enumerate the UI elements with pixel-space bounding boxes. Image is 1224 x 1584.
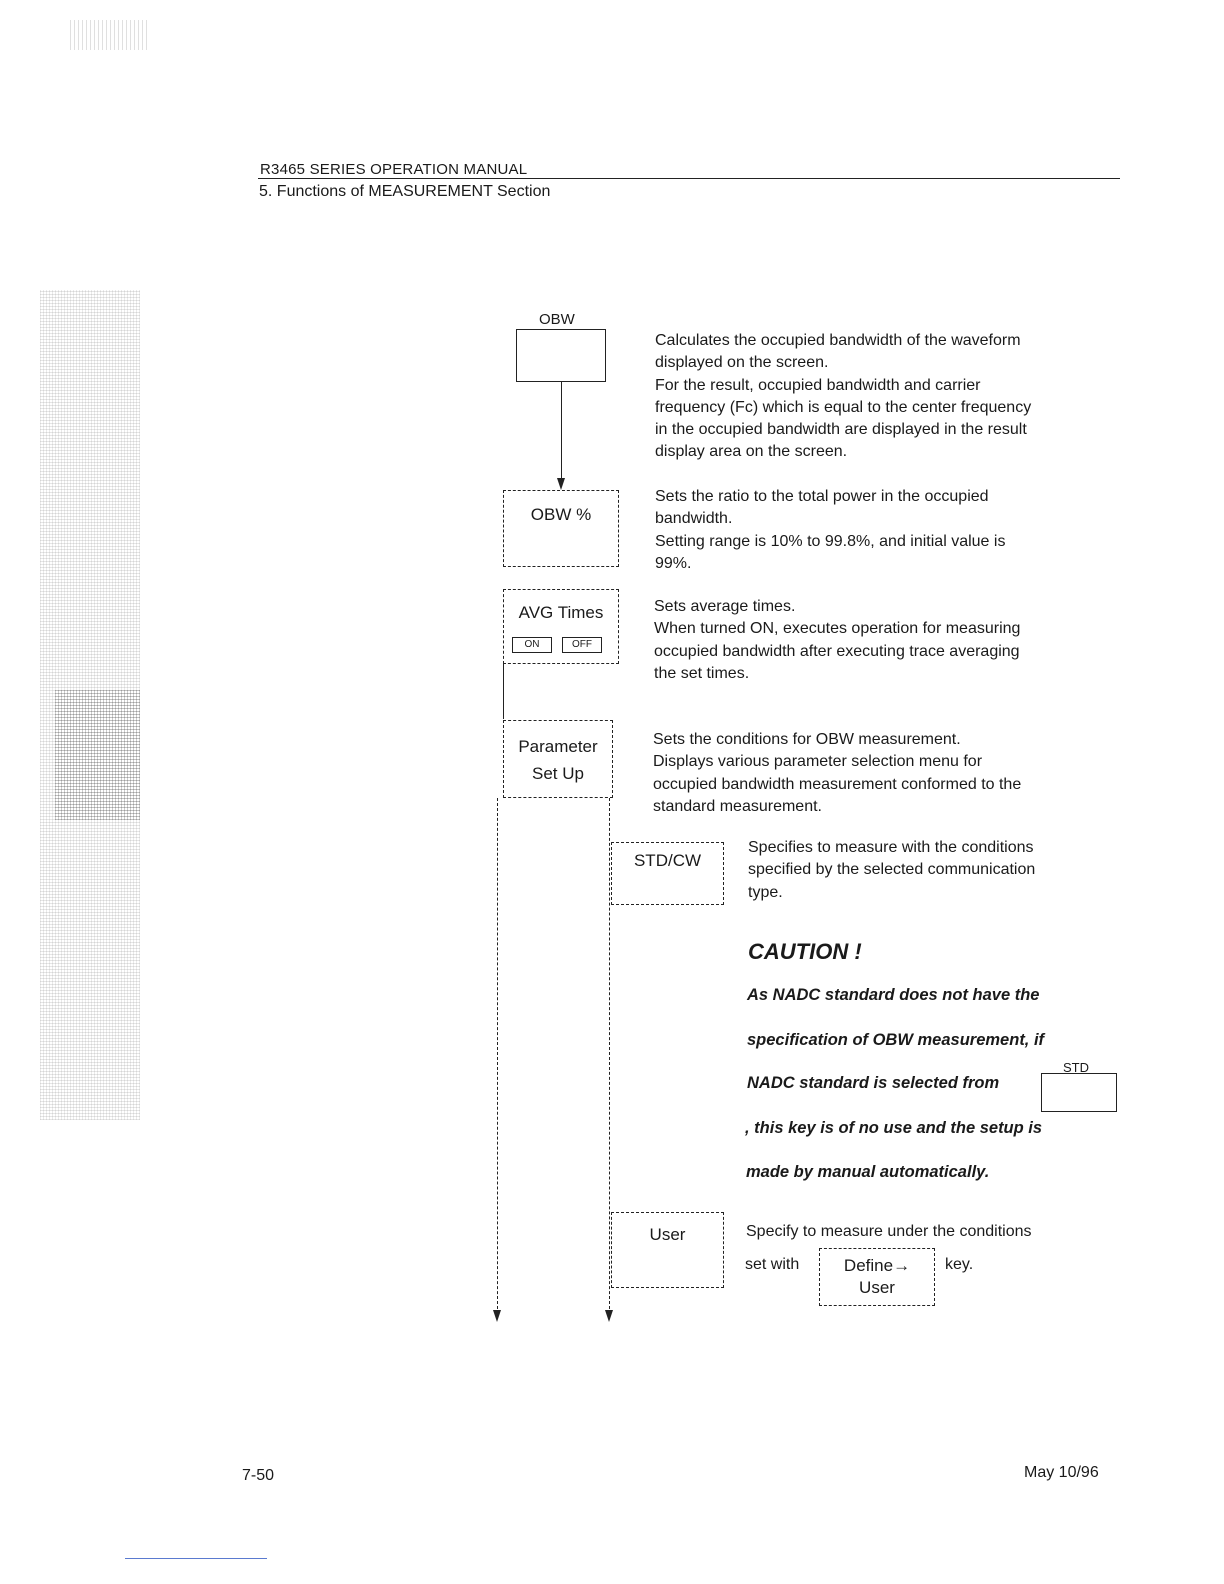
obw-key[interactable]: [516, 329, 606, 382]
manual-title: R3465 SERIES OPERATION MANUAL: [260, 161, 528, 178]
header-rule: [258, 178, 1120, 179]
obw-percent-description: Sets the ratio to the total power in the occupied bandwidth. Setting range is 10% to 99.8%, and initial value is 99%.: [655, 488, 1006, 572]
obw-percent-softkey[interactable]: [503, 490, 619, 567]
parameter-setup-label: Parameter Set Up: [518, 737, 598, 783]
obw-description: Calculates the occupied bandwidth of the waveform displayed on the screen. For the result, occupied bandwidth and carrier frequency (Fc) which is equal to the center frequency in the occupied bandwidth are displayed in the result display area on the screen.: [655, 332, 1032, 461]
parameter-setup-description: Sets the conditions for OBW measurement. Displays various parameter selection menu for occupied bandwidth measurement conformed to the standard measurement.: [653, 731, 1022, 815]
section-title: 5. Functions of MEASUREMENT Section: [259, 183, 551, 200]
user-softkey[interactable]: [611, 1212, 724, 1288]
caution-line-1: As NADC standard does not have the: [747, 986, 1040, 1004]
submenu-tree-line: [609, 798, 610, 1314]
avg-times-description: Sets average times. When turned ON, executes operation for measuring occupied bandwidth after executing trace averaging the set times.: [654, 598, 1021, 682]
caution-title: CAUTION !: [748, 939, 862, 964]
user-label: User: [649, 1225, 686, 1244]
left-tree-line: [497, 798, 498, 1314]
caution-line-3: NADC standard is selected from: [747, 1074, 1000, 1092]
user-description-line1: Specify to measure under the conditions: [746, 1223, 1032, 1240]
define-user-key[interactable]: [819, 1248, 935, 1306]
avg-off-button[interactable]: OFF: [562, 637, 602, 653]
avg-times-label: AVG Times: [518, 603, 604, 622]
caution-line-4: , this key is of no use and the setup is: [745, 1119, 1043, 1137]
parameter-setup-softkey[interactable]: [503, 720, 613, 798]
obw-key-label: OBW: [539, 311, 575, 328]
std-key-label: STD: [1063, 1060, 1089, 1075]
arrow-down-icon: [557, 478, 565, 490]
arrow-down-icon: [493, 1310, 501, 1322]
scan-edge-line: [125, 1558, 267, 1559]
avg-on-button[interactable]: ON: [512, 637, 552, 653]
obw-connector-line: [561, 381, 562, 481]
user-description-suffix: key.: [945, 1256, 974, 1273]
caution-line-5: made by manual automatically.: [746, 1163, 990, 1181]
scan-artifact-strip-dark: [55, 690, 140, 820]
revision-date: May 10/96: [1024, 1464, 1099, 1481]
arrow-down-icon: [605, 1310, 613, 1322]
std-cw-label: STD/CW: [633, 851, 702, 870]
std-cw-softkey[interactable]: [611, 842, 724, 905]
menu-connector-line: [503, 663, 504, 719]
obw-percent-label: OBW %: [530, 505, 592, 524]
caution-line-2: specification of OBW measurement, if: [747, 1031, 1045, 1049]
user-description-prefix: set with: [745, 1256, 800, 1273]
std-key[interactable]: [1041, 1073, 1117, 1112]
scan-artifact-corner: [70, 20, 150, 50]
page-number: 7-50: [242, 1467, 275, 1484]
std-cw-description: Specifies to measure with the conditions specified by the selected communication type.: [748, 839, 1036, 901]
define-user-label: Define→ User: [843, 1256, 911, 1297]
avg-times-softkey[interactable]: [503, 589, 619, 664]
